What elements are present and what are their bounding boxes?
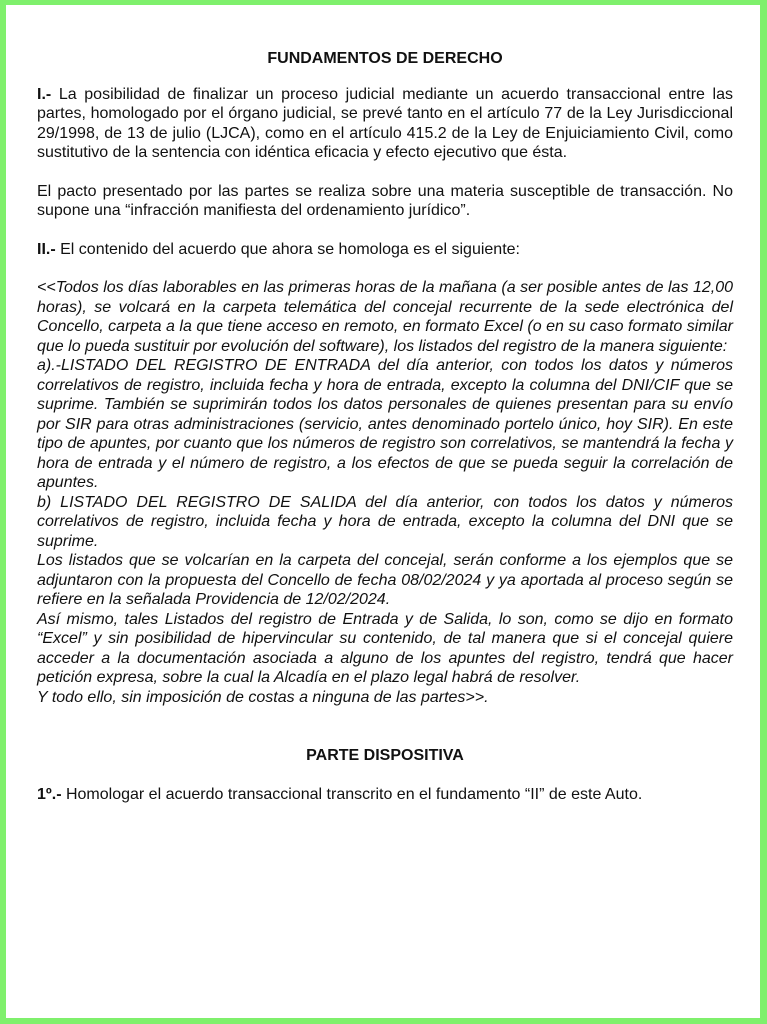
quote-paragraph: Así mismo, tales Listados del registro de Entrada y de Salida, lo son, como se dijo en formato “Excel” y sin posibilidad de hipervincular su contenido, de tal manera que si el concejal quiere acceder a la documentación asociada a alguno de los apuntes del registro, tendrá que hacer petición expresa, sobre la cual la Alcadía en el plazo legal habrá de resolver.	[37, 610, 733, 686]
quote-paragraph: a).-LISTADO DEL REGISTRO DE ENTRADA del día anterior, con todos los datos y números correlativos de registro, incluida fecha y hora de entrada, excepto la columna del DNI/CIF que se suprime. También se suprimirán todos los datos personales de quienes presentan para su envío por SIR para otras administraciones (servicio, antes denominado portelo único, hoy SIR). En este tipo de apuntes, por cuanto que los números de registro son correlativos, se mantendrá la fecha y hora de entrada y el número de registro, a los efectos de que se pueda seguir la correlación de apuntes.	[37, 357, 733, 491]
paragraph-II-text: El contenido del acuerdo que ahora se homologa es el siguiente:	[55, 240, 520, 258]
paragraph-I-label: I.-	[37, 85, 52, 103]
paragraph-pacto: El pacto presentado por las partes se realiza sobre una materia susceptible de transacción. No supone una “infracción manifiesta del ordenamiento jurídico”.	[37, 182, 733, 219]
document-page	[6, 5, 760, 1018]
paragraph-1-label: 1º.-	[37, 785, 62, 803]
quote-paragraph: Y todo ello, sin imposición de costas a ninguna de las partes>>.	[37, 688, 489, 706]
agreement-quote	[37, 278, 733, 707]
paragraph-1	[37, 785, 733, 805]
paragraph-I	[37, 85, 733, 163]
paragraph-I-text: La posibilidad de finalizar un proceso judicial mediante un acuerdo transaccional entre las partes, homologado por el órgano judicial, se prevé tanto en el artículo 77 de la Ley Jurisdiccional 29/1998, de 13 de julio (LJCA), como en el artículo 415.2 de la Ley de Enjuiciamiento Civil, como sustitutivo de la sentencia con idéntica eficacia y efecto ejecutivo que ésta.	[37, 85, 733, 161]
paragraph-1-text: Homologar el acuerdo transaccional transcrito en el fundamento “II” de este Auto.	[61, 785, 643, 803]
section-title-fundamentos: FUNDAMENTOS DE DERECHO	[267, 50, 503, 67]
paragraph-II	[37, 240, 733, 260]
paragraph-II-label: II.-	[37, 240, 56, 258]
quote-paragraph: <<Todos los días laborables en las primeras horas de la mañana (a ser posible antes de las 12,00 horas), se volcará en la carpeta telemática del concejal recurrente de la sede electrónica del Concello, carpeta a la que tiene acceso en remoto, en formato Excel (o en su caso formato similar que lo pueda sustituir por evolución del software), los listados del registro de la manera siguiente:	[37, 279, 733, 355]
section-title-parte-dispositiva: PARTE DISPOSITIVA	[306, 747, 464, 764]
quote-paragraph: Los listados que se volcarían en la carpeta del concejal, serán conforme a los ejemplos que se adjuntaron con la propuesta del Concello de fecha 08/02/2024 y ya aportada al proceso según se refiere en la señalada Providencia de 12/02/2024.	[37, 552, 733, 608]
quote-paragraph: b) LISTADO DEL REGISTRO DE SALIDA del día anterior, con todos los datos y números correlativos de registro, incluida fecha y hora de entrada, excepto la columna del DNI que se suprime.	[37, 493, 733, 550]
